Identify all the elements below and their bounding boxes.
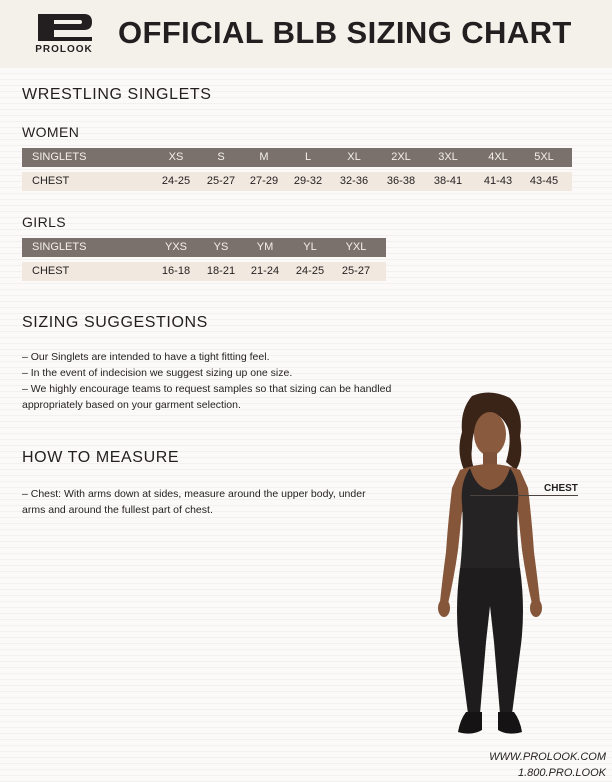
women-heading: WOMEN (22, 124, 80, 140)
how-to-measure-heading: HOW TO MEASURE (22, 449, 180, 466)
size-header: L (304, 151, 312, 163)
header-label: SINGLETS (32, 151, 87, 163)
header-label: SINGLETS (32, 241, 87, 253)
chest-value: 32-36 (339, 175, 369, 187)
measure-line: arms and around the fullest part of chest. (22, 504, 213, 516)
size-header: YM (256, 241, 274, 253)
chest-value: 43-45 (529, 175, 559, 187)
suggestion-line: – In the event of indecision we suggest sizing up one size. (22, 367, 293, 379)
chest-value: 36-38 (386, 175, 416, 187)
size-header: YXS (164, 241, 187, 253)
women-size-table (22, 148, 572, 191)
table-row (22, 262, 386, 281)
chest-value: 38-41 (433, 175, 463, 187)
size-header: YXL (345, 241, 367, 253)
chest-value: 27-29 (249, 175, 279, 187)
prolook-logo-icon (34, 11, 94, 43)
chest-label: CHEST (544, 483, 578, 494)
chest-value: 25-27 (206, 175, 236, 187)
table-row (22, 172, 572, 191)
size-header: 5XL (534, 151, 554, 163)
chest-value: 16-18 (161, 265, 191, 277)
row-label: CHEST (32, 175, 70, 187)
table-header-row (22, 238, 386, 257)
size-header: XS (168, 151, 184, 163)
chest-value: 25-27 (341, 265, 371, 277)
model-figure (420, 392, 560, 744)
row-label: CHEST (32, 265, 70, 277)
logo-wordmark: PROLOOK (35, 44, 93, 55)
size-header: S (217, 151, 225, 163)
chest-value: 18-21 (206, 265, 236, 277)
girls-size-table (22, 238, 386, 281)
size-header: M (259, 151, 269, 163)
suggestion-line: appropriately based on your garment selection. (22, 399, 241, 411)
size-header: 2XL (391, 151, 411, 163)
footer-phone: 1.800.PRO.LOOK (517, 767, 606, 779)
suggestion-line: – Our Singlets are intended to have a tight fitting feel. (22, 351, 270, 363)
chest-value: 24-25 (295, 265, 325, 277)
chest-value: 41-43 (483, 175, 513, 187)
size-header: YS (213, 241, 229, 253)
footer-website: WWW.PROLOOK.COM (489, 751, 606, 763)
girls-heading: GIRLS (22, 214, 67, 230)
chest-value: 21-24 (250, 265, 280, 277)
size-header: 4XL (488, 151, 508, 163)
measure-line: – Chest: With arms down at sides, measure around the upper body, under (22, 488, 366, 500)
chest-value: 29-32 (293, 175, 323, 187)
sizing-suggestions-heading: SIZING SUGGESTIONS (22, 314, 208, 331)
prolook-logo (22, 11, 106, 57)
page-header (0, 0, 612, 68)
page-title: OFFICIAL BLB SIZING CHART (118, 15, 572, 50)
chest-value: 24-25 (161, 175, 191, 187)
size-header: YL (303, 241, 317, 253)
size-header: 3XL (438, 151, 458, 163)
section-title: WRESTLING SINGLETS (22, 86, 212, 103)
size-header: XL (347, 151, 361, 163)
table-header-row (22, 148, 572, 167)
suggestion-line: – We highly encourage teams to request samples so that sizing can be handled (22, 383, 392, 395)
chest-indicator-line (470, 495, 578, 496)
